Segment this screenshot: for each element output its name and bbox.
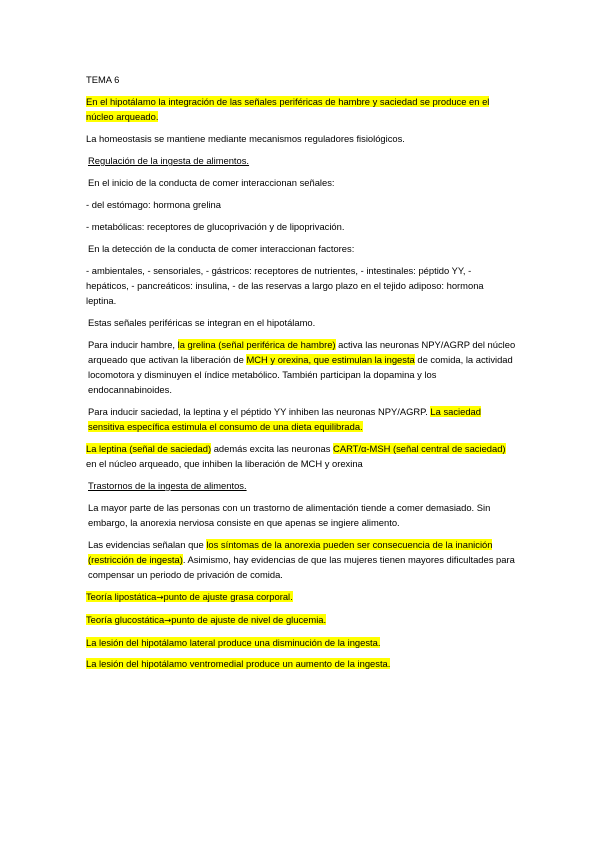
- highlight-cart-msh: CART/α-MSH (señal central de saciedad): [333, 443, 506, 454]
- para-ventromedial-lesion: [86, 656, 516, 671]
- highlight-anorexia-symptoms: los síntomas de la anorexia pueden ser consecuencia de la inanición (restricción de ingesta): [88, 539, 493, 565]
- para-hunger: Para inducir hambre, la grelina (señal periférica de hambre) activa las neuronas NPY/AGRP del núcleo arqueado que activan la liberación de MCH y orexina, que estimulan la ingesta de comida, la actividad locomotora y disminuyen el índice metabólico. También participan la dopamina y los endocannabinoides.: [88, 339, 516, 395]
- highlight-sensory-satiety: La saciedad sensitiva específica estimula el consumo de una dieta equilibrada.: [88, 406, 481, 432]
- para-integrate-hypothalamus: Estas señales periféricas se integran en el hipotálamo.: [88, 317, 316, 328]
- list-item-stomach: - del estómago: hormona grelina: [86, 199, 221, 210]
- section-heading-disorders: Trastornos de la ingesta de alimentos.: [88, 480, 247, 491]
- list-item-factors: - ambientales, - sensoriales, - gástricos: receptores de nutrientes, - intestinales: péptido YY, - hepáticos, - pancreáticos: insulina, - de las reservas a largo plazo en el tejido adiposo: hormona leptina.: [86, 265, 484, 306]
- doc-title: TEMA 6: [86, 74, 120, 85]
- para-leptin: La leptina (señal de saciedad) además excita las neuronas CART/α-MSH (señal central de saciedad) en el núcleo arqueado, que inhiben la liberación de MCH y orexina: [86, 443, 506, 469]
- para-eating-disorders: La mayor parte de las personas con un trastorno de alimentación tiende a comer demasiado. Sin embargo, la anorexia nerviosa consiste en que apenas se ingiere alimento.: [88, 502, 491, 528]
- list-item-metabolic: - metabólicas: receptores de glucoprivación y de lipoprivación.: [86, 221, 345, 232]
- para-homeostasis: La homeostasis se mantiene mediante mecanismos reguladores fisiológicos.: [86, 133, 405, 144]
- para-lateral-lesion: [86, 635, 516, 650]
- highlight-mch-orexin: MCH y orexina, que estimulan la ingesta: [246, 354, 415, 365]
- highlight-ventromedial-lesion: La lesión del hipotálamo ventromedial produce un aumento de la ingesta.: [86, 658, 391, 669]
- section-heading-regulation: Regulación de la ingesta de alimentos.: [88, 155, 250, 166]
- document-page: [86, 72, 516, 677]
- right-arrow-icon: →: [164, 616, 172, 626]
- highlight-integration: En el hipotálamo la integración de las señales periféricas de hambre y saciedad se produce en el núcleo arqueado.: [86, 96, 490, 122]
- para-integration: [86, 94, 516, 124]
- para-anorexia-evidence: Las evidencias señalan que los síntomas de la anorexia pueden ser consecuencia de la inanición (restricción de ingesta). Asimismo, hay evidencias de que las mujeres tienen mayores dificultades para compensar un periodo de privación de comida.: [88, 539, 515, 580]
- para-glucostatic-theory: Teoría glucostática→punto de ajuste de nivel de glucemia.: [86, 614, 327, 626]
- highlight-lateral-lesion: La lesión del hipotálamo lateral produce una disminución de la ingesta.: [86, 637, 381, 648]
- para-satiety: Para inducir saciedad, la leptina y el péptido YY inhiben las neuronas NPY/AGRP. La saciedad sensitiva específica estimula el consumo de una dieta equilibrada.: [88, 406, 481, 432]
- right-arrow-icon: →: [156, 593, 164, 603]
- highlight-ghrelin: la grelina (señal periférica de hambre): [177, 339, 336, 350]
- para-lipostatic-theory: Teoría lipostática→punto de ajuste grasa corporal.: [86, 591, 293, 603]
- para-detection-factors: En la detección de la conducta de comer interaccionan factores:: [88, 243, 355, 254]
- para-start-signals: En el inicio de la conducta de comer interaccionan señales:: [88, 177, 335, 188]
- highlight-leptin: La leptina (señal de saciedad): [86, 443, 212, 454]
